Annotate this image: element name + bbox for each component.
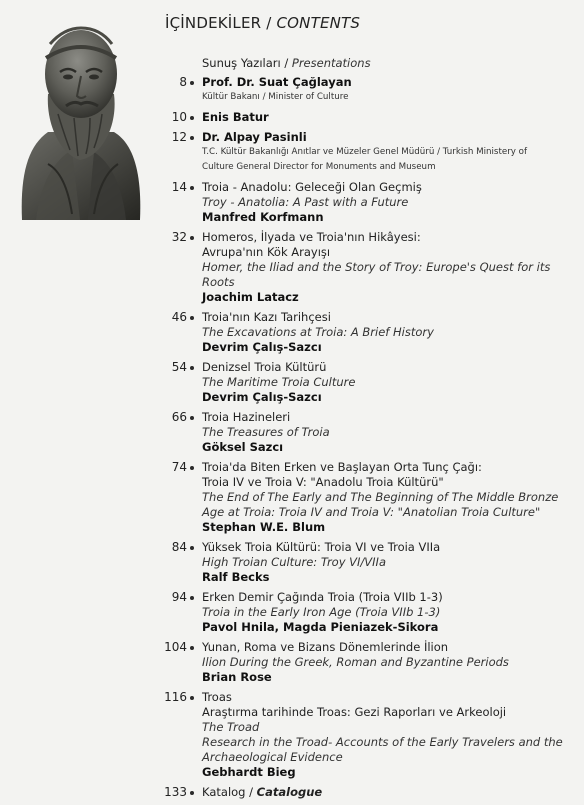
bullet-icon — [190, 186, 194, 190]
entry-title-en: Roots — [202, 275, 235, 289]
page-number: 8 — [179, 75, 187, 89]
toc-entry[interactable] — [0, 460, 584, 535]
toc-entry[interactable] — [0, 690, 584, 780]
page-number: 66 — [171, 410, 187, 424]
entry-title-tr: Troia'da Biten Erken ve Başlayan Orta Tunç Çağı: — [202, 460, 482, 474]
entry-title-tr: Troia IV ve Troia V: "Anadolu Troia Kültürü" — [202, 475, 444, 489]
bullet-icon — [190, 316, 194, 320]
entry-title-en: Troia in the Early Iron Age (Troia VIIb 1-3) — [202, 605, 441, 619]
page-number: 74 — [171, 460, 187, 474]
bullet-icon — [190, 81, 194, 85]
bullet-icon — [190, 466, 194, 470]
bullet-icon — [190, 791, 194, 795]
entry-title-tr: Homeros, İlyada ve Troia'nın Hikâyesi: — [202, 230, 421, 244]
entry-author: Stephan W.E. Blum — [202, 520, 326, 534]
entry-title-en: The End of The Early and The Beginning of The Middle Bronze — [202, 490, 559, 504]
toc-entry[interactable] — [0, 180, 584, 225]
entry-title-tr: Troia - Anadolu: Geleceği Olan Geçmiş — [202, 180, 422, 194]
toc-entry[interactable] — [0, 410, 584, 455]
entry-title-en: Homer, the Iliad and the Story of Troy: Europe's Quest for its — [202, 260, 551, 274]
entry-title-en: High Troian Culture: Troy VI/VIIa — [202, 555, 386, 569]
toc-entry[interactable] — [0, 360, 584, 405]
entry-title-tr: Avrupa'nın Kök Arayışı — [202, 245, 331, 259]
entry-title-tr: Troia Hazineleri — [202, 410, 291, 424]
bullet-icon — [190, 366, 194, 370]
page-number: 12 — [171, 130, 187, 144]
page-number: 14 — [171, 180, 187, 194]
bullet-icon — [190, 596, 194, 600]
table-of-contents — [0, 56, 584, 805]
toc-entry-catalogue[interactable] — [0, 785, 584, 800]
entry-title-tr: Yüksek Troia Kültürü: Troia VI ve Troia VIIa — [202, 540, 441, 554]
toc-entry[interactable] — [0, 310, 584, 355]
toc-entry[interactable] — [0, 130, 584, 175]
page-number: 54 — [171, 360, 187, 374]
bullet-icon — [190, 136, 194, 140]
entry-title-tr: Araştırma tarihinde Troas: Gezi Raporları ve Arkeoloji — [202, 705, 507, 719]
toc-entry[interactable] — [0, 110, 584, 125]
toc-entry[interactable] — [0, 640, 584, 685]
toc-entry[interactable] — [0, 75, 584, 105]
entry-title-en: Troy - Anatolia: A Past with a Future — [202, 195, 409, 209]
intro-en: Presentations — [291, 56, 371, 70]
entry-title-en: The Troad — [202, 720, 260, 734]
entry-title-tr: Erken Demir Çağında Troia (Troia VIIb 1-3) — [202, 590, 443, 604]
toc-entry[interactable] — [0, 230, 584, 305]
entry-author: Brian Rose — [202, 670, 272, 684]
page-number: 94 — [171, 590, 187, 604]
toc-entry[interactable] — [0, 590, 584, 635]
entry-title-tr: Troia'nın Kazı Tarihçesi — [202, 310, 331, 324]
page-number: 104 — [164, 640, 187, 654]
title-italic: CONTENTS — [276, 14, 361, 32]
toc-intro — [0, 56, 584, 71]
bullet-icon — [190, 696, 194, 700]
entry-author: Manfred Korfmann — [202, 210, 324, 224]
bullet-icon — [190, 546, 194, 550]
bullet-icon — [190, 416, 194, 420]
entry-title-en: Ilion During the Greek, Roman and Byzantine Periods — [202, 655, 509, 669]
page-number: 10 — [171, 110, 187, 124]
entry-title-en: The Maritime Troia Culture — [202, 375, 356, 389]
entry-title-tr: Denizsel Troia Kültürü — [202, 360, 327, 374]
page-number: 133 — [164, 785, 187, 799]
page-title — [165, 14, 360, 32]
entry-name: Dr. Alpay Pasinli — [202, 130, 307, 144]
page-number: 46 — [171, 310, 187, 324]
entry-title-tr: Yunan, Roma ve Bizans Dönemlerinde İlion — [202, 640, 449, 654]
title-main: İÇİNDEKİLER / — [165, 14, 277, 32]
entry-title-en: Archaeological Evidence — [202, 750, 343, 764]
catalogue-tr: Katalog / — [202, 785, 257, 799]
entry-title-en: The Excavations at Troia: A Brief History — [202, 325, 434, 339]
entry-name: Enis Batur — [202, 110, 269, 124]
entry-author: Pavol Hnila, Magda Pieniazek-Sikora — [202, 620, 439, 634]
entry-author: Göksel Sazcı — [202, 440, 284, 454]
entry-author: Devrim Çalış-Sazcı — [202, 390, 322, 404]
entry-role: Kültür Bakanı / Minister of Culture — [202, 92, 349, 102]
catalogue-en: Catalogue — [256, 785, 323, 799]
bullet-icon — [190, 116, 194, 120]
entry-title-tr: Troas — [202, 690, 232, 704]
entry-title-en: Research in the Troad- Accounts of the Early Travelers and the — [202, 735, 563, 749]
page-number: 116 — [164, 690, 187, 704]
entry-author: Gebhardt Bieg — [202, 765, 296, 779]
entry-author: Devrim Çalış-Sazcı — [202, 340, 322, 354]
entry-title-en: Age at Troia: Troia IV and Troia V: "Anatolian Troia Culture" — [202, 505, 541, 519]
entry-name: Prof. Dr. Suat Çağlayan — [202, 75, 352, 89]
intro-tr: Sunuş Yazıları / — [202, 56, 292, 70]
entry-author: Ralf Becks — [202, 570, 270, 584]
bullet-icon — [190, 236, 194, 240]
entry-title-en: The Treasures of Troia — [202, 425, 330, 439]
entry-author: Joachim Latacz — [202, 290, 299, 304]
page-number: 32 — [171, 230, 187, 244]
bullet-icon — [190, 646, 194, 650]
toc-entry[interactable] — [0, 540, 584, 585]
page-number: 84 — [171, 540, 187, 554]
entry-role: T.C. Kültür Bakanlığı Anıtlar ve Müzeler Genel Müdürü / Turkish Ministery of — [202, 147, 528, 157]
entry-role: Culture General Director for Monuments and Museum — [202, 162, 436, 172]
